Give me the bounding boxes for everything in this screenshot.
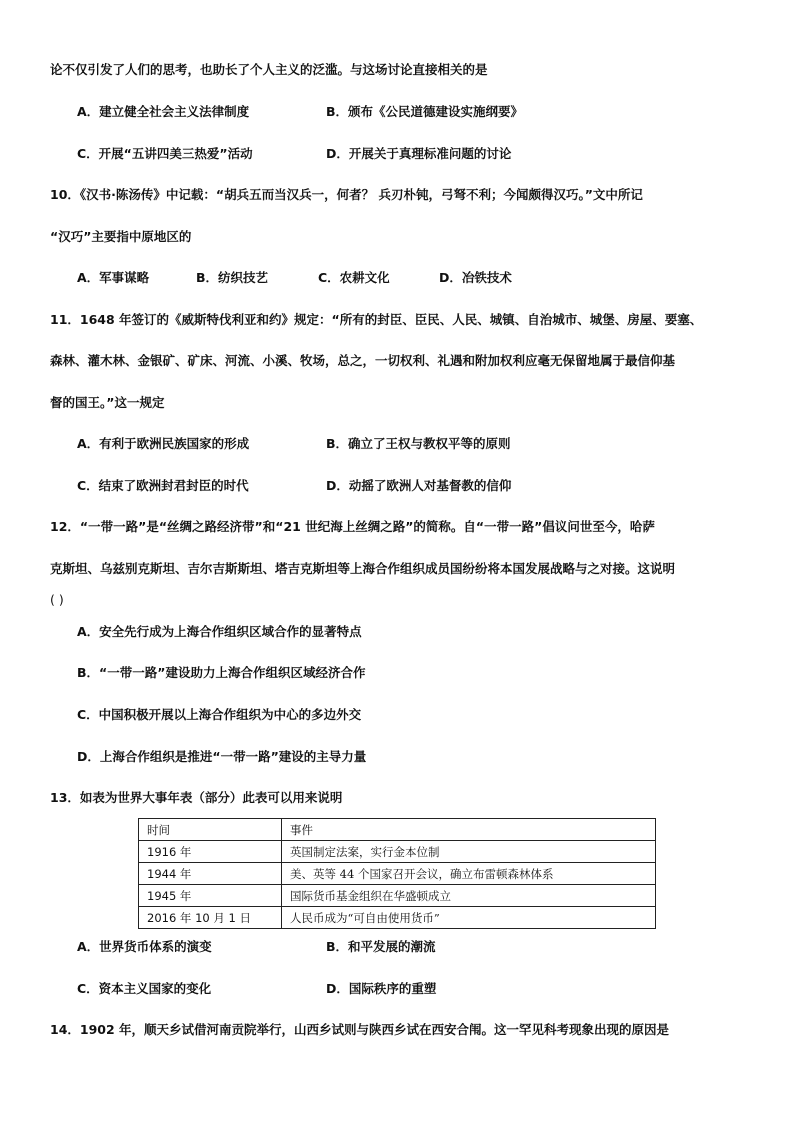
table-row bbox=[139, 907, 656, 929]
table-row bbox=[139, 863, 656, 885]
q11-option-c: C．结束了欧洲封君封臣的时代 bbox=[77, 478, 249, 493]
q12-answer-bracket: ( ) bbox=[50, 592, 64, 607]
q11-stem-line1: 11．1648 年签订的《威斯特伐利亚和约》规定：“所有的封臣、臣民、人民、城镇、自治城市、城堡、房屋、要塞、 bbox=[50, 312, 703, 327]
events-table bbox=[138, 818, 656, 929]
q12-option-c: C．中国积极开展以上海合作组织为中心的多边外交 bbox=[77, 707, 362, 722]
q11-option-d: D．动摇了欧洲人对基督教的信仰 bbox=[326, 478, 512, 493]
table-cell-time: 1944 年 bbox=[139, 863, 282, 885]
table-row bbox=[139, 841, 656, 863]
q10-stem-line2: “汉巧”主要指中原地区的 bbox=[50, 229, 192, 244]
q9-option-d: D．开展关于真理标准问题的讨论 bbox=[326, 146, 512, 161]
table-cell-time: 1916 年 bbox=[139, 841, 282, 863]
table-row bbox=[139, 885, 656, 907]
table-header-time: 时间 bbox=[139, 819, 282, 841]
q13-option-c: C．资本主义国家的变化 bbox=[77, 981, 212, 996]
q9-stem-tail: 论不仅引发了人们的思考，也助长了个人主义的泛滥。与这场讨论直接相关的是 bbox=[50, 62, 488, 77]
table-cell-time: 2016 年 10 月 1 日 bbox=[139, 907, 282, 929]
q12-option-a: A．安全先行成为上海合作组织区域合作的显著特点 bbox=[77, 624, 362, 639]
q10-option-a: A．军事谋略 bbox=[77, 270, 150, 285]
q13-stem: 13．如表为世界大事年表（部分）此表可以用来说明 bbox=[50, 790, 343, 805]
q13-option-a: A．世界货币体系的演变 bbox=[77, 939, 212, 954]
q9-option-c: C．开展“五讲四美三热爱”活动 bbox=[77, 146, 253, 161]
q9-option-a: A．建立健全社会主义法律制度 bbox=[77, 104, 250, 119]
q11-option-b: B．确立了王权与教权平等的原则 bbox=[326, 436, 511, 451]
table-header-row bbox=[139, 819, 656, 841]
q14-stem-line1: 14．1902 年，顺天乡试借河南贡院举行，山西乡试则与陕西乡试在西安合闱。这一罕见科考现象出现的原因是 bbox=[50, 1022, 670, 1037]
table-header-event: 事件 bbox=[282, 819, 656, 841]
q12-stem-line1: 12．“一带一路”是“丝绸之路经济带”和“21 世纪海上丝绸之路”的简称。自“一带一路”倡议问世至今，哈萨 bbox=[50, 519, 655, 534]
q11-stem-line2: 森林、灌木林、金银矿、矿床、河流、小溪、牧场，总之，一切权利、礼遇和附加权利应毫无保留地属于最信仰基 bbox=[50, 353, 676, 368]
table-cell-event: 人民币成为“可自由使用货币” bbox=[282, 907, 656, 929]
q13-option-b: B．和平发展的潮流 bbox=[326, 939, 436, 954]
q11-option-a: A．有利于欧洲民族国家的形成 bbox=[77, 436, 250, 451]
q12-option-b: B．“一带一路”建设助力上海合作组织区域经济合作 bbox=[77, 665, 366, 680]
table-cell-event: 英国制定法案，实行金本位制 bbox=[282, 841, 656, 863]
table-cell-event: 美、英等 44 个国家召开会议，确立布雷顿森林体系 bbox=[282, 863, 656, 885]
q12-option-d: D．上海合作组织是推进“一带一路”建设的主导力量 bbox=[77, 749, 367, 764]
table-cell-time: 1945 年 bbox=[139, 885, 282, 907]
q11-stem-line3: 督的国王。”这一规定 bbox=[50, 395, 165, 410]
q13-option-d: D．国际秩序的重塑 bbox=[326, 981, 437, 996]
q10-option-c: C．农耕文化 bbox=[318, 270, 390, 285]
q10-option-d: D．冶铁技术 bbox=[439, 270, 512, 285]
q10-option-b: B．纺织技艺 bbox=[196, 270, 269, 285]
q10-stem-line1: 10．《汉书·陈汤传》中记载：“胡兵五而当汉兵一，何者？ 兵刃朴钝，弓弩不利；今闻颇得汉巧。”文中所记 bbox=[50, 187, 643, 202]
table-cell-event: 国际货币基金组织在华盛顿成立 bbox=[282, 885, 656, 907]
q12-stem-line2: 克斯坦、乌兹别克斯坦、吉尔吉斯斯坦、塔吉克斯坦等上海合作组织成员国纷纷将本国发展战略与之对接。这说明 bbox=[50, 561, 676, 576]
q9-option-b: B．颁布《公民道德建设实施纲要》 bbox=[326, 104, 524, 119]
